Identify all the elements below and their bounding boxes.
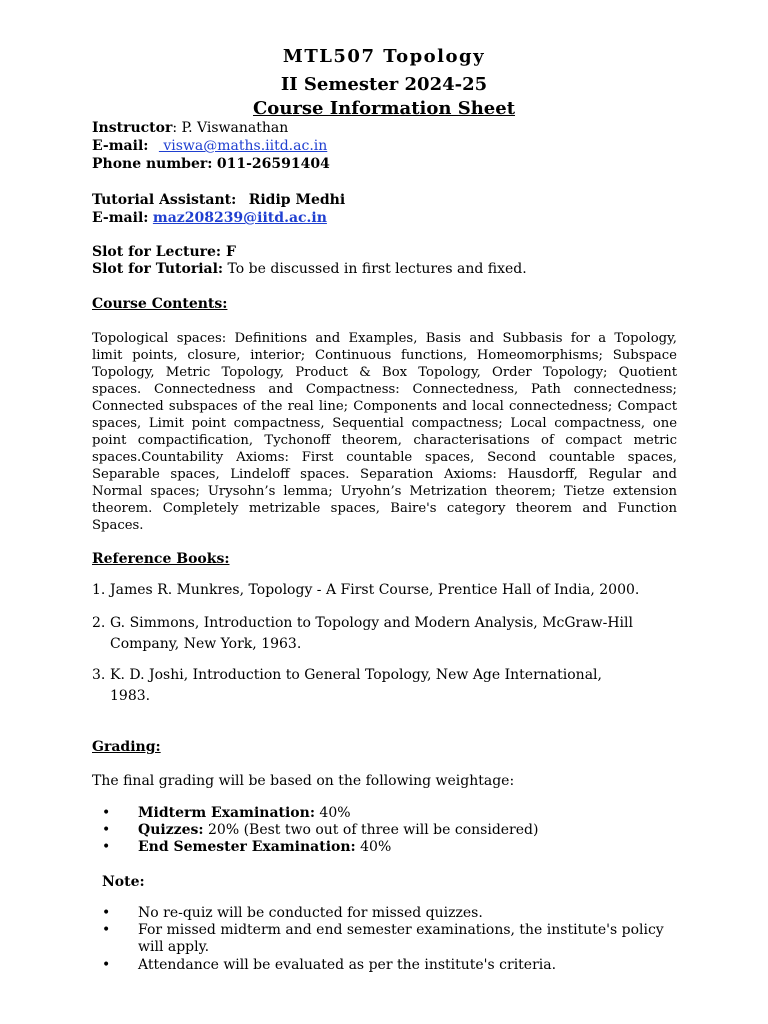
phone-line — [92, 156, 330, 173]
ta-email-line — [92, 210, 327, 227]
reference-text: James R. Munkres, Topology - A First Course, Prentice Hall of India, 2000. — [110, 582, 640, 598]
reference-books-heading: Reference Books: — [92, 551, 230, 567]
bullet-icon: • — [102, 905, 111, 921]
reference-text: K. D. Joshi, Introduction to General Topology, New Age International, — [110, 667, 602, 683]
contents-line: theorem. Completely metrizable spaces, Baire's category theorem and Function — [92, 501, 677, 516]
grading-item — [102, 822, 678, 839]
bullet-icon: • — [102, 805, 111, 821]
tutorial-slot-label: Slot for Tutorial: — [92, 261, 224, 277]
instructor-name: : P. Viswanathan — [172, 120, 289, 136]
reference-number: 2. — [92, 615, 106, 631]
bullet-icon: • — [102, 922, 111, 938]
note-text: No re-quiz will be conducted for missed quizzes. — [138, 905, 483, 921]
note-item — [102, 922, 678, 956]
lecture-slot — [92, 244, 236, 261]
instructor-email-link[interactable]: viswa@maths.iitd.ac.in — [158, 138, 328, 154]
reference-item — [92, 580, 639, 601]
grading-heading: Grading: — [92, 739, 161, 755]
contents-line: spaces. Connectedness and Compactness: Connectedness, Path connectedness; — [92, 382, 677, 397]
grading-item-label: Quizzes: — [138, 822, 204, 838]
sheet-title: Course Information Sheet — [252, 98, 516, 119]
bullet-icon: • — [102, 957, 111, 973]
contents-line: Spaces. — [92, 518, 144, 533]
course-contents-heading: Course Contents: — [92, 296, 228, 312]
phone-number: 011-26591404 — [216, 156, 330, 172]
grading-item-label: End Semester Examination: — [138, 839, 356, 855]
grading-item — [102, 805, 678, 822]
grading-item-label: Midterm Examination: — [138, 805, 315, 821]
contents-line: limit points, closure, interior; Continuous functions, Homeomorphisms; Subspace — [92, 348, 677, 363]
instructor-email-label: E-mail: — [92, 138, 149, 154]
contents-line: Topology, Metric Topology, Product & Box Topology, Order Topology; Quotient — [92, 365, 677, 380]
ta-email-label: E-mail: — [92, 210, 149, 226]
reference-item — [92, 613, 633, 655]
tutorial-slot-value: To be discussed in first lectures and fixed. — [223, 261, 527, 277]
contents-line: Separable spaces, Lindeloff spaces. Separation Axioms: Hausdorff, Regular and — [92, 467, 677, 482]
contents-line: Topological spaces: Definitions and Examples, Basis and Subbasis for a Topology, — [92, 331, 677, 346]
ta-name: Ridip Medhi — [248, 192, 346, 208]
reference-text: G. Simmons, Introduction to Topology and Modern Analysis, McGraw-Hill — [110, 615, 633, 631]
note-heading: Note: — [102, 874, 145, 890]
course-title: MTL507 Topology — [282, 46, 486, 67]
reference-number: 3. — [92, 667, 106, 683]
ta-email-link[interactable]: maz208239@iitd.ac.in — [152, 210, 327, 226]
contents-line: Normal spaces; Urysohn’s lemma; Uryohn’s Metrization theorem; Tietze extension — [92, 484, 677, 499]
bullet-icon: • — [102, 822, 111, 838]
instructor-email-line — [92, 138, 327, 155]
phone-label: Phone number: — [92, 156, 213, 172]
instructor-line — [92, 120, 288, 137]
semester-title: II Semester 2024-25 — [280, 74, 488, 95]
note-text: Attendance will be evaluated as per the institute's criteria. — [138, 957, 557, 973]
grading-item — [102, 839, 678, 856]
tutorial-slot — [92, 261, 527, 278]
contents-line: spaces.Countability Axioms: First countable spaces, Second countable spaces, — [92, 450, 677, 465]
reference-item — [92, 665, 602, 707]
lecture-slot-label: Slot for Lecture: F — [92, 244, 236, 260]
reference-text-cont: 1983. — [110, 688, 151, 704]
ta-label: Tutorial Assistant: — [92, 192, 237, 208]
grading-item-value: 40% — [314, 805, 351, 821]
contents-line: point compactification, Tychonoff theorem, characterisations of compact metric — [92, 433, 677, 448]
contents-line: spaces, Limit point compactness, Sequential compactness; Local compactness, one — [92, 416, 677, 431]
instructor-label: Instructor — [92, 120, 173, 136]
reference-text-cont: Company, New York, 1963. — [110, 636, 302, 652]
note-text: For missed midterm and end semester examinations, the institute's policy will apply. — [138, 922, 664, 955]
note-item — [102, 957, 678, 974]
grading-item-value: 40% — [355, 839, 392, 855]
note-item — [102, 905, 678, 922]
reference-number: 1. — [92, 582, 106, 598]
ta-line — [92, 192, 345, 209]
grading-intro: The final grading will be based on the following weightage: — [92, 773, 515, 789]
contents-line: Connected subspaces of the real line; Components and local connectedness; Compact — [92, 399, 677, 414]
bullet-icon: • — [102, 839, 111, 855]
grading-item-value: 20% (Best two out of three will be considered) — [203, 822, 539, 838]
